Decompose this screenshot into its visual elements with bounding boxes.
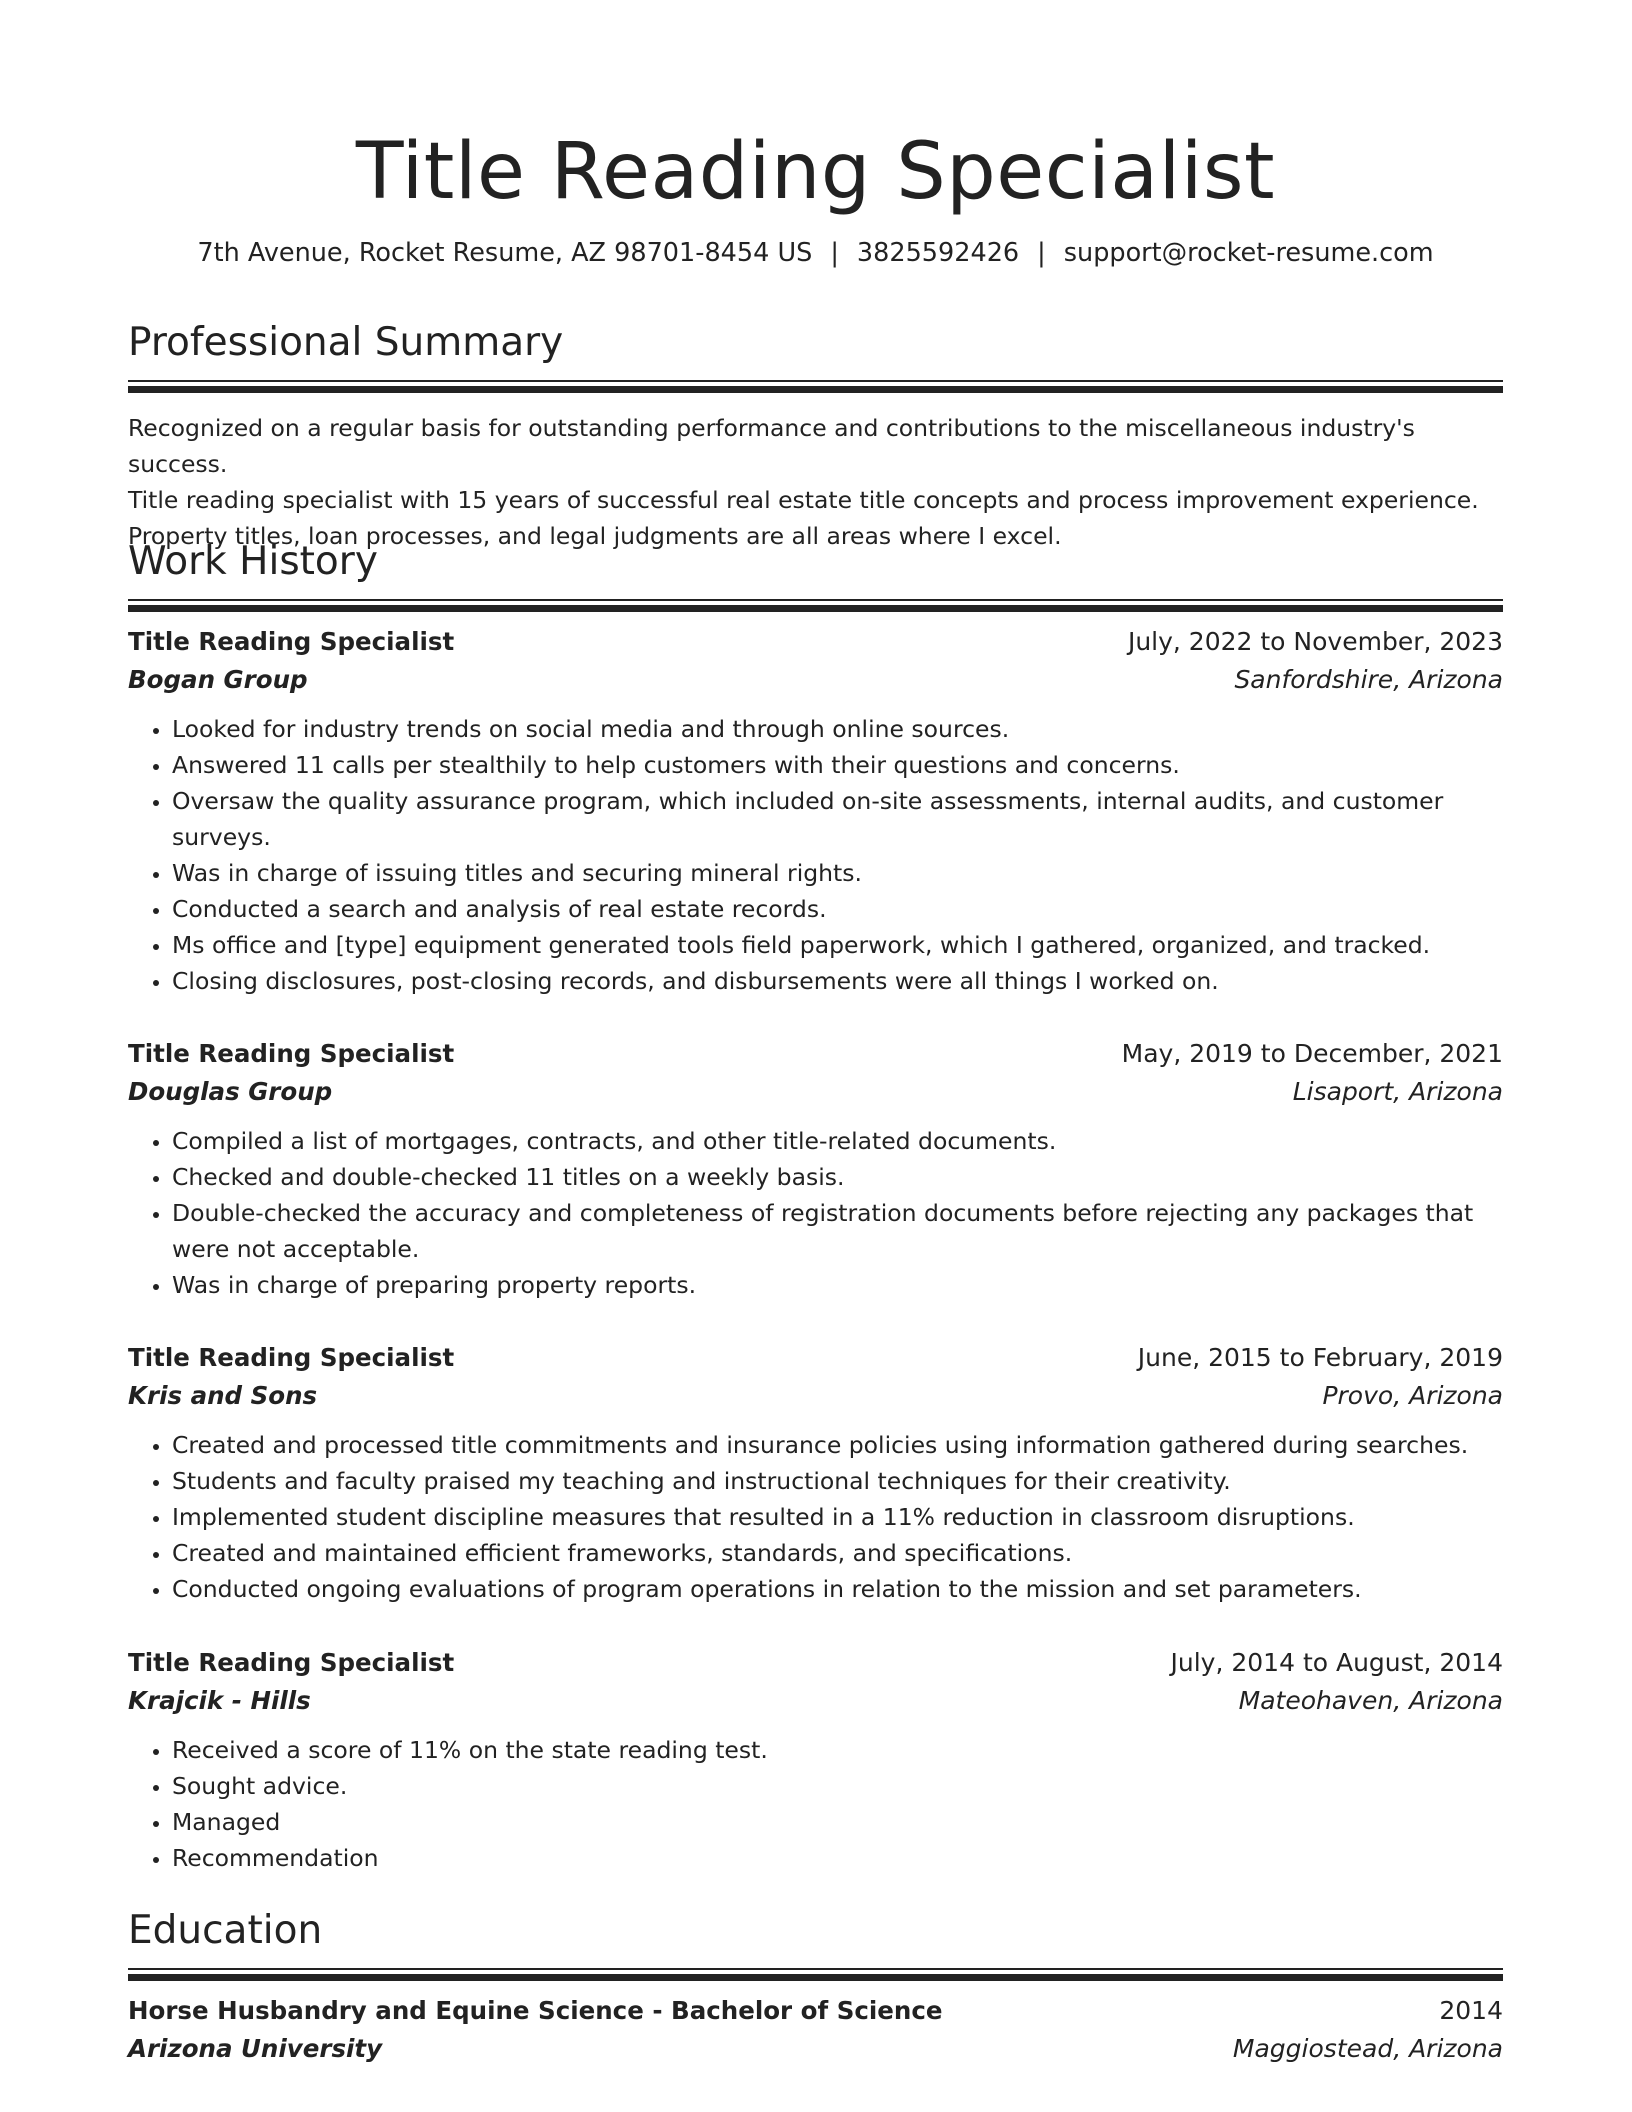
education-entry (128, 1992, 1503, 2068)
duty-item: • Conducted ongoing evaluations of program operations in relation to the mission and set parameters. (172, 1571, 1503, 1607)
duties-list (128, 1427, 1503, 1607)
duties-list (128, 1123, 1503, 1303)
contact-address: 7th Avenue, Rocket Resume, AZ 98701-8454 US (197, 238, 813, 268)
job-location: Mateohaven, Arizona (1238, 1686, 1503, 1715)
duty-item: • Sought advice. (172, 1768, 1503, 1804)
job-dates: July, 2022 to November, 2023 (1127, 627, 1503, 656)
duty-item: • Students and faculty praised my teaching and instructional techniques for their creativity. (172, 1463, 1503, 1499)
contact-line (128, 236, 1503, 270)
education-section (128, 1906, 1503, 1984)
duty-item: • Recommendation (172, 1840, 1503, 1876)
contact-separator: | (1037, 238, 1046, 268)
summary-line: Title reading specialist with 15 years of successful real estate title concepts and process improvement experience. (128, 486, 1479, 514)
duty-item: • Checked and double-checked 11 titles on a weekly basis. (172, 1159, 1503, 1195)
summary-text (128, 410, 1503, 554)
graduation-year: 2014 (1439, 1996, 1503, 2025)
job-dates: June, 2015 to February, 2019 (1137, 1343, 1503, 1372)
contact-email: support@rocket-resume.com (1063, 238, 1434, 268)
job-company: Douglas Group (128, 1077, 333, 1106)
duty-item: • Created and maintained efficient frameworks, standards, and specifications. (172, 1535, 1503, 1571)
section-title: Education (128, 1908, 323, 1953)
summary-line: Property titles, loan processes, and legal judgments are all areas where I excel. (128, 522, 1062, 550)
job-location: Provo, Arizona (1322, 1381, 1503, 1410)
duty-item: • Managed (172, 1804, 1503, 1840)
duty-item: • Received a score of 11% on the state reading test. (172, 1732, 1503, 1768)
work-history-section (128, 537, 1503, 615)
school-location: Maggiostead, Arizona (1232, 2034, 1503, 2063)
section-title: Professional Summary (128, 320, 564, 365)
summary-line: Recognized on a regular basis for outstanding performance and contributions to the miscellaneous industry's success. (128, 414, 1415, 478)
section-divider (128, 380, 1503, 396)
contact-phone: 3825592426 (856, 238, 1020, 268)
professional-summary-section (128, 318, 1503, 554)
section-divider (128, 599, 1503, 615)
section-title: Work History (128, 539, 378, 584)
duty-item: • Compiled a list of mortgages, contracts, and other title-related documents. (172, 1123, 1503, 1159)
job-dates: May, 2019 to December, 2021 (1121, 1039, 1503, 1068)
job-dates: July, 2014 to August, 2014 (1170, 1648, 1503, 1677)
job-title: Title Reading Specialist (128, 1039, 455, 1068)
degree: Horse Husbandry and Equine Science - Bachelor of Science (128, 1996, 943, 2025)
job-entry (128, 1339, 1503, 1607)
duty-item: • Looked for industry trends on social media and through online sources. (172, 711, 1503, 747)
duties-list (128, 711, 1503, 999)
duty-item: • Ms office and [type] equipment generated tools field paperwork, which I gathered, organized, and tracked. (172, 927, 1503, 963)
duties-list (128, 1732, 1503, 1876)
duty-item: • Was in charge of preparing property reports. (172, 1267, 1503, 1303)
job-entry (128, 1644, 1503, 1876)
duty-item: • Double-checked the accuracy and completeness of registration documents before rejecting any packages that were not acceptable. (172, 1195, 1503, 1267)
job-entry (128, 1035, 1503, 1303)
duty-item: • Conducted a search and analysis of real estate records. (172, 891, 1503, 927)
job-title: Title Reading Specialist (128, 627, 455, 656)
duty-item: • Implemented student discipline measures that resulted in a 11% reduction in classroom disruptions. (172, 1499, 1503, 1535)
job-company: Krajcik - Hills (128, 1686, 311, 1715)
resume-page (128, 0, 1503, 2063)
duty-item: • Answered 11 calls per stealthily to help customers with their questions and concerns. (172, 747, 1503, 783)
resume-name: Title Reading Specialist (355, 127, 1276, 217)
job-title: Title Reading Specialist (128, 1343, 455, 1372)
duty-item: • Oversaw the quality assurance program, which included on-site assessments, internal audits, and customer surveys. (172, 783, 1503, 855)
contact-separator: | (830, 238, 839, 268)
job-entry (128, 623, 1503, 999)
job-company: Kris and Sons (128, 1381, 318, 1410)
section-divider (128, 1968, 1503, 1984)
duty-item: • Created and processed title commitments and insurance policies using information gathered during searches. (172, 1427, 1503, 1463)
duty-item: • Was in charge of issuing titles and securing mineral rights. (172, 855, 1503, 891)
job-company: Bogan Group (128, 665, 308, 694)
school-name: Arizona University (128, 2034, 383, 2063)
duty-item: • Closing disclosures, post-closing records, and disbursements were all things I worked on. (172, 963, 1503, 999)
job-title: Title Reading Specialist (128, 1648, 455, 1677)
job-location: Lisaport, Arizona (1292, 1077, 1503, 1106)
job-location: Sanfordshire, Arizona (1234, 665, 1503, 694)
